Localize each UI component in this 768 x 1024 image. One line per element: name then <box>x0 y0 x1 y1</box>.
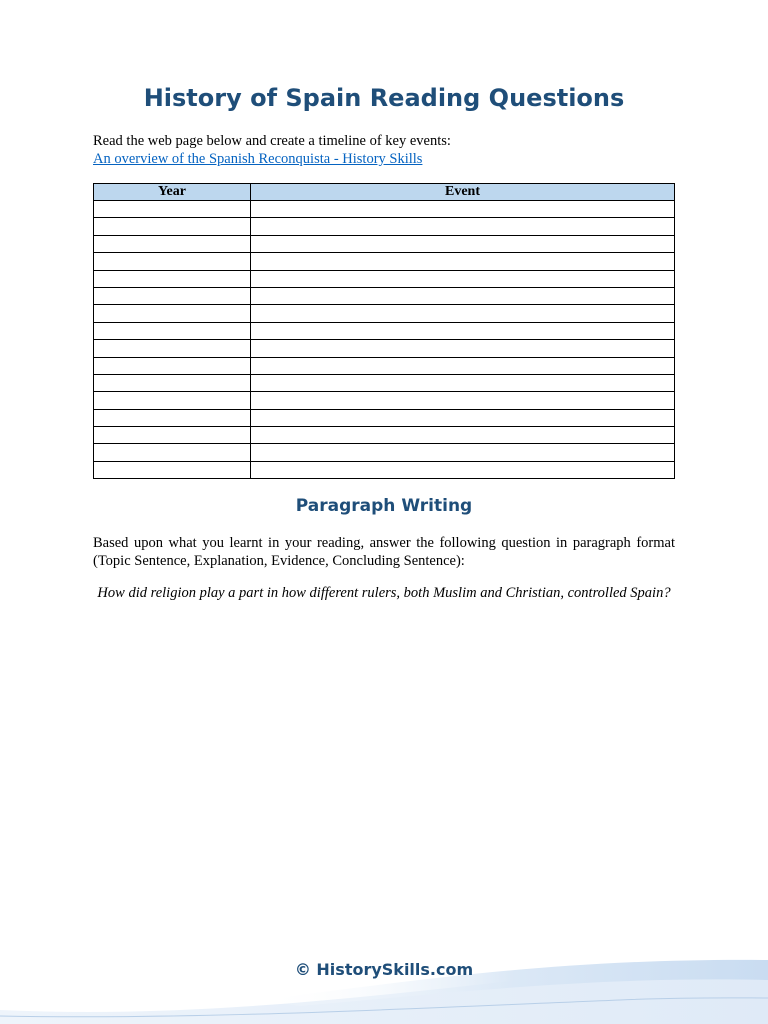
timeline-row <box>94 253 675 270</box>
event-cell[interactable] <box>251 427 675 444</box>
event-cell[interactable] <box>251 253 675 270</box>
year-cell[interactable] <box>94 374 251 391</box>
timeline-row <box>94 270 675 287</box>
year-cell[interactable] <box>94 253 251 270</box>
event-cell[interactable] <box>251 305 675 322</box>
timeline-row <box>94 427 675 444</box>
timeline-row <box>94 374 675 391</box>
paragraph-question: How did religion play a part in how different rulers, both Muslim and Christian, controlled Spain? <box>97 585 671 601</box>
event-cell[interactable] <box>251 235 675 252</box>
event-column-header: Event <box>251 184 675 201</box>
timeline-row <box>94 357 675 374</box>
timeline-row <box>94 409 675 426</box>
year-cell[interactable] <box>94 218 251 235</box>
timeline-row <box>94 235 675 252</box>
timeline-body <box>94 201 675 479</box>
timeline-row <box>94 218 675 235</box>
year-cell[interactable] <box>94 427 251 444</box>
timeline-row <box>94 392 675 409</box>
event-cell[interactable] <box>251 287 675 304</box>
footer-copyright: © HistorySkills.com <box>294 960 474 979</box>
event-cell[interactable] <box>251 444 675 461</box>
year-cell[interactable] <box>94 305 251 322</box>
event-cell[interactable] <box>251 218 675 235</box>
paragraph-instructions: Based upon what you learnt in your reading, answer the following question in paragraph format (Topic Sentence, Explanation, Evidence, Concluding Sentence): <box>93 535 675 569</box>
timeline-table <box>93 183 675 479</box>
year-cell[interactable] <box>94 340 251 357</box>
intro-block <box>93 132 451 168</box>
reconquista-overview-link[interactable]: An overview of the Spanish Reconquista - History Skills <box>93 151 423 167</box>
event-cell[interactable] <box>251 322 675 339</box>
intro-instruction: Read the web page below and create a timeline of key events: <box>93 133 451 149</box>
year-cell[interactable] <box>94 235 251 252</box>
timeline-row <box>94 322 675 339</box>
event-cell[interactable] <box>251 357 675 374</box>
timeline-row <box>94 201 675 218</box>
event-cell[interactable] <box>251 374 675 391</box>
year-cell[interactable] <box>94 392 251 409</box>
year-cell[interactable] <box>94 322 251 339</box>
page-title: History of Spain Reading Questions <box>143 84 625 112</box>
event-cell[interactable] <box>251 340 675 357</box>
event-cell[interactable] <box>251 461 675 478</box>
year-cell[interactable] <box>94 201 251 218</box>
year-cell[interactable] <box>94 444 251 461</box>
timeline-header-row <box>94 184 675 201</box>
timeline-row <box>94 444 675 461</box>
event-cell[interactable] <box>251 270 675 287</box>
year-cell[interactable] <box>94 270 251 287</box>
footer-wave-decoration <box>0 940 768 1024</box>
event-cell[interactable] <box>251 201 675 218</box>
paragraph-writing-heading: Paragraph Writing <box>295 496 473 516</box>
timeline-row <box>94 340 675 357</box>
year-cell[interactable] <box>94 357 251 374</box>
event-cell[interactable] <box>251 409 675 426</box>
event-cell[interactable] <box>251 392 675 409</box>
year-cell[interactable] <box>94 287 251 304</box>
timeline-row <box>94 305 675 322</box>
year-column-header: Year <box>94 184 251 201</box>
year-cell[interactable] <box>94 461 251 478</box>
timeline-row <box>94 287 675 304</box>
year-cell[interactable] <box>94 409 251 426</box>
timeline-row <box>94 461 675 478</box>
